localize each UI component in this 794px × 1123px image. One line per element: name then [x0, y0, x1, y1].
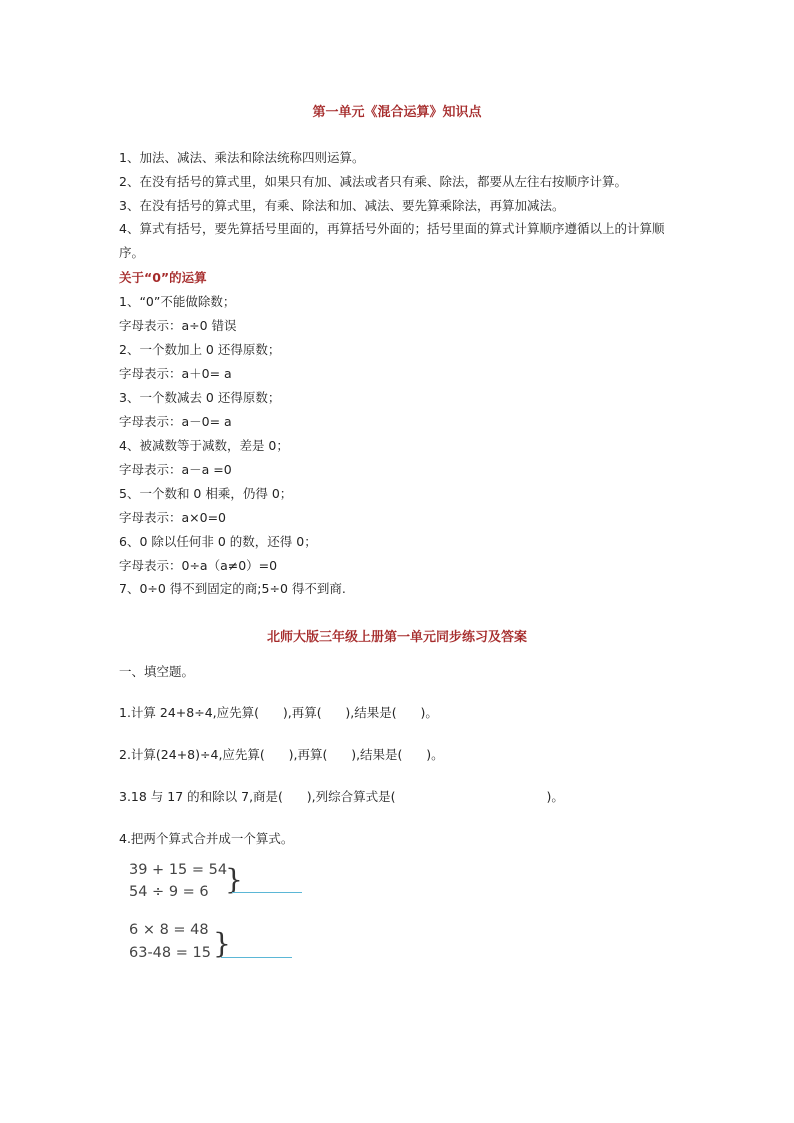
brace-1: }	[225, 863, 243, 896]
section-heading: 一、填空题。	[119, 664, 195, 679]
question-3: 3.18 与 17 的和除以 7,商是( ),列综合算式是( )。	[119, 789, 564, 804]
rule-3: 3、在没有括号的算式里，有乘、除法和加、减法、要先算乘除法，再算加减法。	[119, 198, 565, 213]
zero-line-3: 2、一个数加上 0 还得原数；	[119, 342, 281, 357]
question-2: 2.计算(24+8)÷4,应先算( ),再算( ),结果是( )。	[119, 747, 444, 762]
rule-4: 4、算式有括号，要先算括号里面的，再算括号外面的；括号里面的算式计算顺序遵循以上的计算顺序。	[119, 221, 665, 260]
zero-line-7: 4、被减数等于减数，差是 0；	[119, 438, 289, 453]
equation-1b: 54 ÷ 9 = 6	[129, 884, 209, 900]
equation-2a: 6 × 8 = 48	[129, 922, 209, 938]
answer-line-2[interactable]	[221, 957, 292, 958]
brace-2: }	[213, 927, 231, 960]
zero-line-6: 字母表示：a－0= a	[119, 414, 232, 429]
zero-heading: 关于“0”的运算	[119, 270, 207, 285]
zero-line-10: 字母表示：a×0=0	[119, 510, 227, 525]
question-4: 4.把两个算式合并成一个算式。	[119, 831, 294, 846]
zero-line-1: 1、“0”不能做除数；	[119, 294, 236, 309]
zero-line-12: 字母表示：0÷a（a≠0）=0	[119, 558, 278, 573]
zero-line-13: 7、0÷0 得不到固定的商;5÷0 得不到商.	[119, 581, 346, 596]
equation-1a: 39 + 15 = 54	[129, 862, 228, 878]
question-1: 1.计算 24+8÷4,应先算( ),再算( ),结果是( )。	[119, 705, 438, 720]
zero-line-5: 3、一个数减去 0 还得原数；	[119, 390, 281, 405]
rule-2: 2、在没有括号的算式里，如果只有加、减法或者只有乘、除法，都要从左往右按顺序计算。	[119, 174, 627, 189]
page-title: 第一单元《混合运算》知识点	[312, 105, 482, 120]
zero-line-11: 6、0 除以任何非 0 的数，还得 0；	[119, 534, 317, 549]
answer-line-1[interactable]	[232, 892, 302, 893]
zero-line-8: 字母表示：a－a =0	[119, 462, 232, 477]
exercise-title: 北师大版三年级上册第一单元同步练习及答案	[266, 630, 527, 645]
zero-line-4: 字母表示：a＋0= a	[119, 366, 232, 381]
zero-line-9: 5、一个数和 0 相乘，仍得 0；	[119, 486, 293, 501]
rule-1: 1、加法、减法、乘法和除法统称四则运算。	[119, 150, 365, 165]
zero-line-2: 字母表示：a÷0 错误	[119, 318, 237, 333]
equation-2b: 63-48 = 15	[129, 945, 211, 961]
